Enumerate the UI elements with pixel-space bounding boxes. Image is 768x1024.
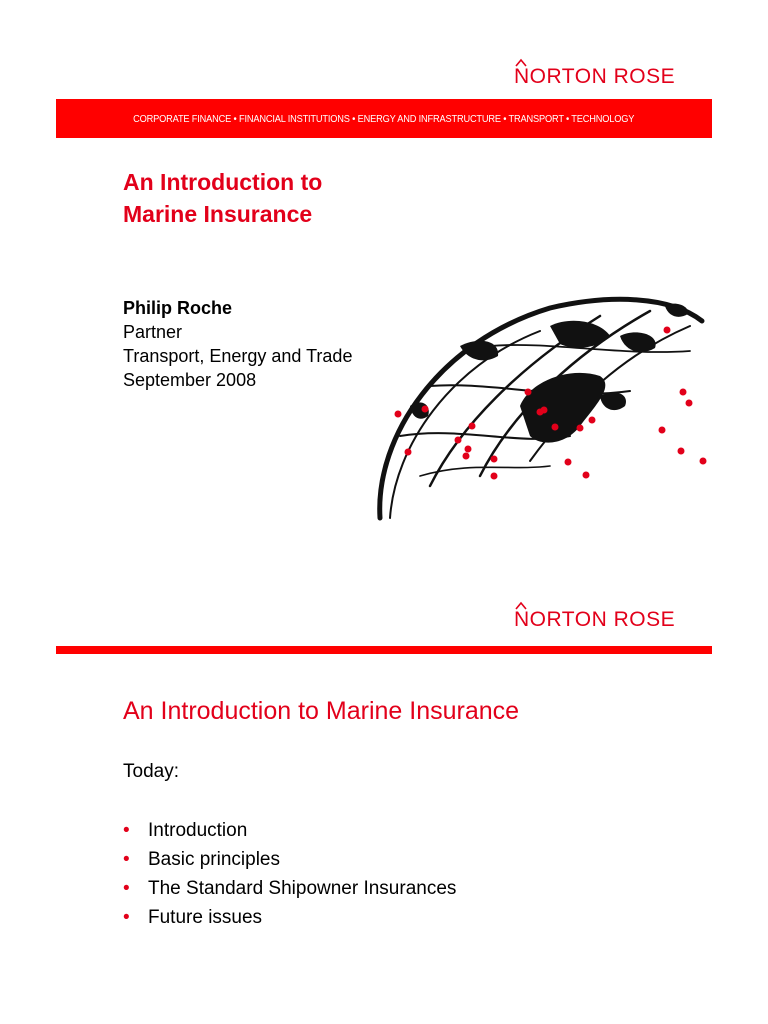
- list-item: [123, 903, 456, 932]
- bullet-icon: •: [123, 907, 130, 928]
- bullet-icon: •: [123, 849, 130, 870]
- list-item: [123, 874, 456, 903]
- banner-text: CORPORATE FINANCE • FINANCIAL INSTITUTIONS • ENERGY AND INFRASTRUCTURE • TRANSPORT • TECHNOLOGY: [133, 112, 635, 125]
- presenter-block: [123, 296, 352, 392]
- list-item-text: Basic principles: [148, 849, 280, 870]
- list-item-text: Introduction: [148, 820, 248, 841]
- list-item-text: The Standard Shipowner Insurances: [148, 878, 457, 899]
- brand-name: NORTON ROSE: [514, 65, 676, 88]
- practice-areas-banner: [56, 99, 712, 138]
- presenter-name: Philip Roche: [123, 298, 233, 318]
- presenter-role: Partner: [123, 322, 183, 342]
- globe-map-icon: [370, 286, 720, 522]
- brand-logo: [514, 609, 675, 631]
- title-line-1: An Introduction to: [123, 169, 323, 195]
- presentation-date: September 2008: [123, 370, 257, 390]
- list-item-text: Future issues: [148, 907, 263, 928]
- presenter-department: Transport, Energy and Trade: [123, 346, 353, 366]
- brand-logo: [514, 66, 675, 88]
- agenda-list: [123, 816, 456, 932]
- slide-title: An Introduction to Marine Insurance: [123, 697, 520, 725]
- bullet-icon: •: [123, 878, 130, 899]
- logo-chevron-icon: [514, 600, 528, 610]
- list-item: [123, 845, 456, 874]
- header-divider: [56, 646, 712, 654]
- list-item: [123, 816, 456, 845]
- presentation-title: [123, 166, 322, 230]
- title-line-2: Marine Insurance: [123, 201, 313, 227]
- brand-name: NORTON ROSE: [514, 608, 676, 631]
- bullet-icon: •: [123, 820, 130, 841]
- agenda-slide: [0, 590, 768, 1024]
- logo-chevron-icon: [514, 57, 528, 67]
- agenda-intro: Today:: [123, 761, 179, 782]
